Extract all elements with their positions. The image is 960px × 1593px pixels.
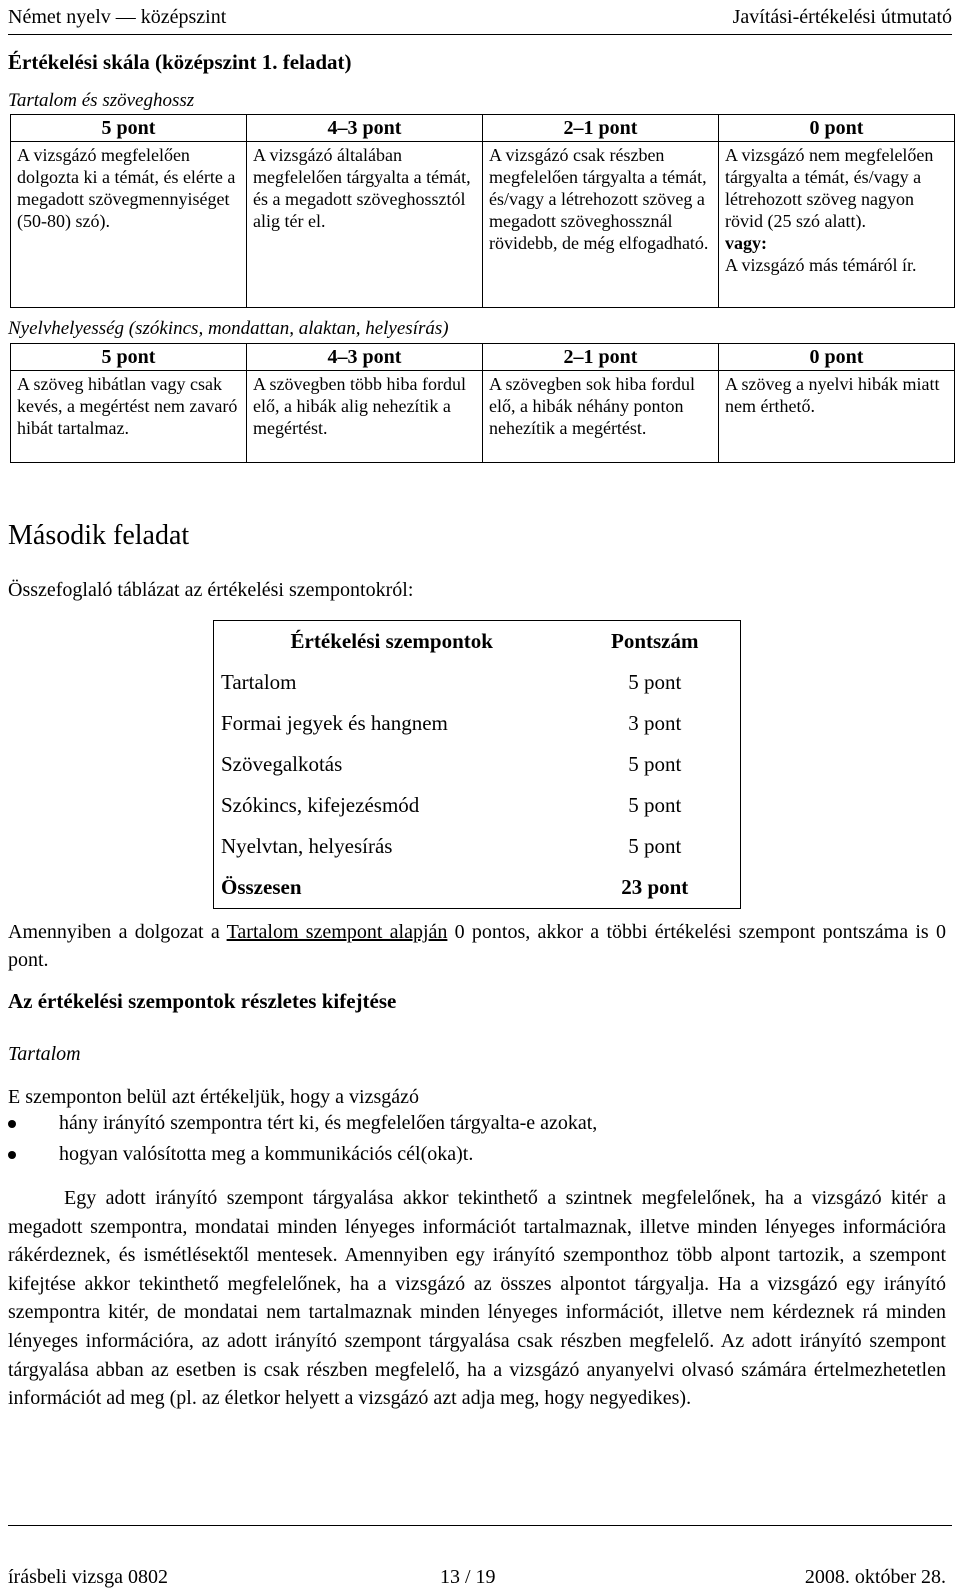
language-cell-4-3: A szövegben több hiba fordul elő, a hibák alig nehezítik a megértést. [247,371,483,463]
content-header-0: 0 pont [719,115,955,142]
summary-row-value: 3 pont [628,711,682,735]
tartalom-paragraph: Egy adott irányító szempont tárgyalása akkor tekinthető a szintnek megfelelőnek, ha a vizsgázó kitér a megadott szempontra, mondatai minden lényeges információt tartalmaznak, illetve minden lényeges információra rákérdeznek, és ismétlésektől mentesek. Amennyiben egy irányító szemponthoz több alpont tartozik, a szempont kifejtése akkor tekinthető megfelelőnek, ha a vizsgázó az összes alpontot tárgyalja. Ha a vizsgázó egy irányító szempontra kitér, de mondatai nem tartalmaznak minden lényeges információt, illetve nem kérdeznek rá minden lényeges információra, az adott irányító szempont tárgyalása csak részben megfelelő. Az adott irányító szempont tárgyalása abban az esetben is csak részben megfelelő, ha a vizsgázó anyanyelvi olvasó számára értelmezhetetlen információt ad meg (pl. az életkor helyett a vizsgázó azt adja meg, hogy negyedikes). [8,1187,946,1410]
tartalom-label: Tartalom [8,1043,81,1065]
language-header-2-1: 2–1 pont [483,344,719,371]
list-item: hogyan valósította meg a kommunikációs cél(oka)t. [8,1139,597,1170]
summary-row-label: Nyelvtan, helyesírás [221,834,393,858]
scale-title: Értékelési skála (középszint 1. feladat) [8,50,352,74]
note-pre: Amennyiben a dolgozat a [8,921,227,943]
footer-date: 2008. október 28. [804,1566,946,1588]
section-title: Második feladat [8,520,190,551]
summary-total-label: Összesen [221,875,302,899]
language-header-5: 5 pont [11,344,247,371]
summary-row-value: 5 pont [628,752,682,776]
content-header-5: 5 pont [11,115,247,142]
language-scale-table [10,343,955,463]
content-cell-0-text: A vizsgázó nem megfelelően tárgyalta a témát, és/vagy a létrehozott szöveg nagyon rövid (25 szó alatt). [725,145,934,231]
footer-left: írásbeli vizsga 0802 [8,1566,168,1588]
summary-intro: Összefoglaló táblázat az értékelési szempontokról: [8,579,414,601]
content-cell-0-or: vagy: [725,233,767,253]
summary-table [213,620,741,909]
summary-row-value: 5 pont [628,793,682,817]
bullet-icon [8,1120,16,1128]
content-cell-5: A vizsgázó megfelelően dolgozta ki a témát, és elérte a megadott szövegmennyiséget (50-80) szó). [11,142,247,308]
list-item: hány irányító szempontra tért ki, és megfelelően tárgyalta-e azokat, [8,1108,597,1139]
language-label: Nyelvhelyesség (szókincs, mondattan, alaktan, helyesírás) [8,318,449,339]
content-scale-table [10,114,955,308]
detail-title: Az értékelési szempontok részletes kifejtése [8,989,397,1013]
summary-row-value: 5 pont [628,834,682,858]
footer-rule [8,1525,952,1526]
footer-page: 13 / 19 [440,1566,496,1588]
tartalom-bullets [8,1108,597,1170]
content-cell-0-extra: A vizsgázó más témáról ír. [725,255,917,275]
summary-row-value: 5 pont [628,670,682,694]
content-cell-2-1: A vizsgázó csak részben megfelelően tárgyalta a témát, és/vagy a létrehozott szöveg a megadott szöveghossznál rövidebb, de még elfogadható. [483,142,719,308]
summary-row-label: Tartalom [221,670,297,694]
language-cell-5: A szöveg hibátlan vagy csak kevés, a megértést nem zavaró hibát tartalmaz. [11,371,247,463]
language-header-0: 0 pont [719,344,955,371]
content-cell-0 [719,142,955,308]
content-cell-4-3: A vizsgázó általában megfelelően tárgyalta a témát, és a megadott szöveghossztól alig tér el. [247,142,483,308]
summary-row-label: Szövegalkotás [221,752,343,776]
header-left: Német nyelv — középszint [8,6,227,28]
header-right: Javítási-értékelési útmutató [732,6,952,28]
content-header-4-3: 4–3 pont [247,115,483,142]
language-cell-2-1: A szövegben sok hiba fordul elő, a hibák néhány ponton nehezítik a megértést. [483,371,719,463]
content-label: Tartalom és szöveghossz [8,90,195,111]
summary-row-label: Formai jegyek és hangnem [221,711,448,735]
note-post: 0 pontos, akkor a többi értékelési szempont pontszáma is 0 pont. [8,921,946,971]
content-header-2-1: 2–1 pont [483,115,719,142]
tartalom-intro: E szemponton belül azt értékeljük, hogy a vizsgázó [8,1086,419,1108]
bullet-icon [8,1151,16,1159]
language-header-4-3: 4–3 pont [247,344,483,371]
note-link: Tartalom szempont alapján [226,921,448,943]
summary-col1-header: Értékelési szempontok [290,629,493,653]
language-cell-0: A szöveg a nyelvi hibák miatt nem érthető. [719,371,955,463]
summary-row-label: Szókincs, kifejezésmód [221,793,420,817]
page-header [8,6,952,35]
summary-col2-header: Pontszám [611,629,699,653]
note-paragraph [8,918,946,974]
summary-total-value: 23 pont [621,875,689,899]
